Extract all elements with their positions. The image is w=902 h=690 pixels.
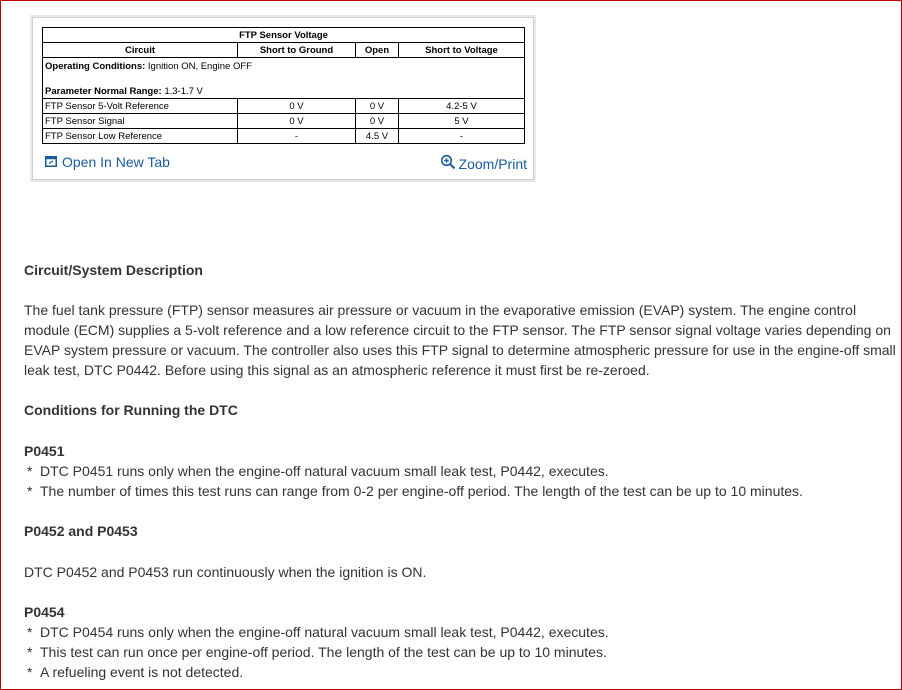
parameter-range-value: 1.3-1.7 V	[161, 86, 203, 97]
list-item-text: This test can run once per engine-off period. The length of the test can be up to 10 minutes.	[40, 644, 607, 660]
ftp-voltage-table	[42, 27, 525, 144]
subsection-title-p0454: P0454	[24, 604, 65, 620]
bullet-star: *	[27, 463, 33, 479]
open-in-new-tab-link[interactable]	[45, 154, 170, 170]
p0451-list	[24, 461, 896, 501]
col-header-short-ground: Short to Ground	[238, 43, 356, 58]
subsection-title-p0452-p0453: P0452 and P0453	[24, 523, 138, 539]
zoom-print-link[interactable]	[440, 154, 527, 173]
col-header-open: Open	[356, 43, 399, 58]
row-short-voltage: -	[399, 129, 525, 144]
list-item	[24, 481, 896, 501]
list-item	[24, 642, 896, 662]
operating-conditions-value: Ignition ON, Engine OFF	[145, 61, 252, 72]
row-open: 0 V	[356, 99, 399, 114]
new-tab-icon	[45, 154, 57, 170]
bullet-star: *	[27, 664, 33, 680]
circuit-description-paragraph: The fuel tank pressure (FTP) sensor measures air pressure or vacuum in the evaporative emission (EVAP) system. The engine control module (ECM) supplies a 5-volt reference and a low reference circuit to the FTP sensor. The FTP sensor signal voltage varies depending on EVAP system pressure or vacuum. The controller also uses this FTP signal to determine atmospheric pressure for use in the engine-off small leak test, DTC P0442. Before using this signal as an atmospheric reference it must first be re-zeroed.	[24, 302, 896, 378]
subsection-title-p0451: P0451	[24, 443, 65, 459]
bullet-star: *	[27, 624, 33, 640]
row-short-voltage: 5 V	[399, 114, 525, 129]
list-item-text: DTC P0454 runs only when the engine-off natural vacuum small leak test, P0442, executes.	[40, 624, 609, 640]
bullet-star: *	[27, 483, 33, 499]
list-item-text: The number of times this test runs can range from 0-2 per engine-off period. The length of the test can be up to 10 minutes.	[40, 483, 803, 499]
row-open: 0 V	[356, 114, 399, 129]
operating-conditions-label: Operating Conditions:	[45, 61, 146, 72]
figure-links	[45, 154, 527, 172]
section-title-conditions: Conditions for Running the DTC	[24, 402, 238, 418]
row-circuit: FTP Sensor Low Reference	[43, 129, 238, 144]
open-in-new-tab-label: Open In New Tab	[62, 154, 170, 170]
bullet-star: *	[27, 644, 33, 660]
list-item	[24, 622, 896, 642]
row-short-ground: 0 V	[238, 99, 356, 114]
row-open: 4.5 V	[356, 129, 399, 144]
col-header-short-voltage: Short to Voltage	[399, 43, 525, 58]
row-circuit: FTP Sensor 5-Volt Reference	[43, 99, 238, 114]
list-item	[24, 461, 896, 481]
list-item-text: DTC P0451 runs only when the engine-off natural vacuum small leak test, P0442, executes.	[40, 463, 609, 479]
list-item	[24, 662, 896, 682]
list-item-text: A refueling event is not detected.	[40, 664, 244, 680]
row-short-ground: -	[238, 129, 356, 144]
table-row	[43, 129, 525, 144]
row-short-voltage: 4.2-5 V	[399, 99, 525, 114]
table-title: FTP Sensor Voltage	[43, 28, 525, 43]
table-row	[43, 114, 525, 129]
row-short-ground: 0 V	[238, 114, 356, 129]
p0452-paragraph: DTC P0452 and P0453 run continuously when the ignition is ON.	[24, 564, 427, 580]
article-content	[24, 260, 896, 682]
col-header-circuit: Circuit	[43, 43, 238, 58]
conditions-cell	[43, 58, 525, 99]
zoom-print-label: Zoom/Print	[458, 155, 527, 172]
p0454-list	[24, 622, 896, 682]
parameter-range-label: Parameter Normal Range:	[45, 86, 162, 97]
table-row	[43, 99, 525, 114]
section-title-circuit-description: Circuit/System Description	[24, 262, 203, 278]
ftp-voltage-figure	[32, 17, 534, 180]
row-circuit: FTP Sensor Signal	[43, 114, 238, 129]
magnifier-zoom-icon	[440, 154, 456, 173]
